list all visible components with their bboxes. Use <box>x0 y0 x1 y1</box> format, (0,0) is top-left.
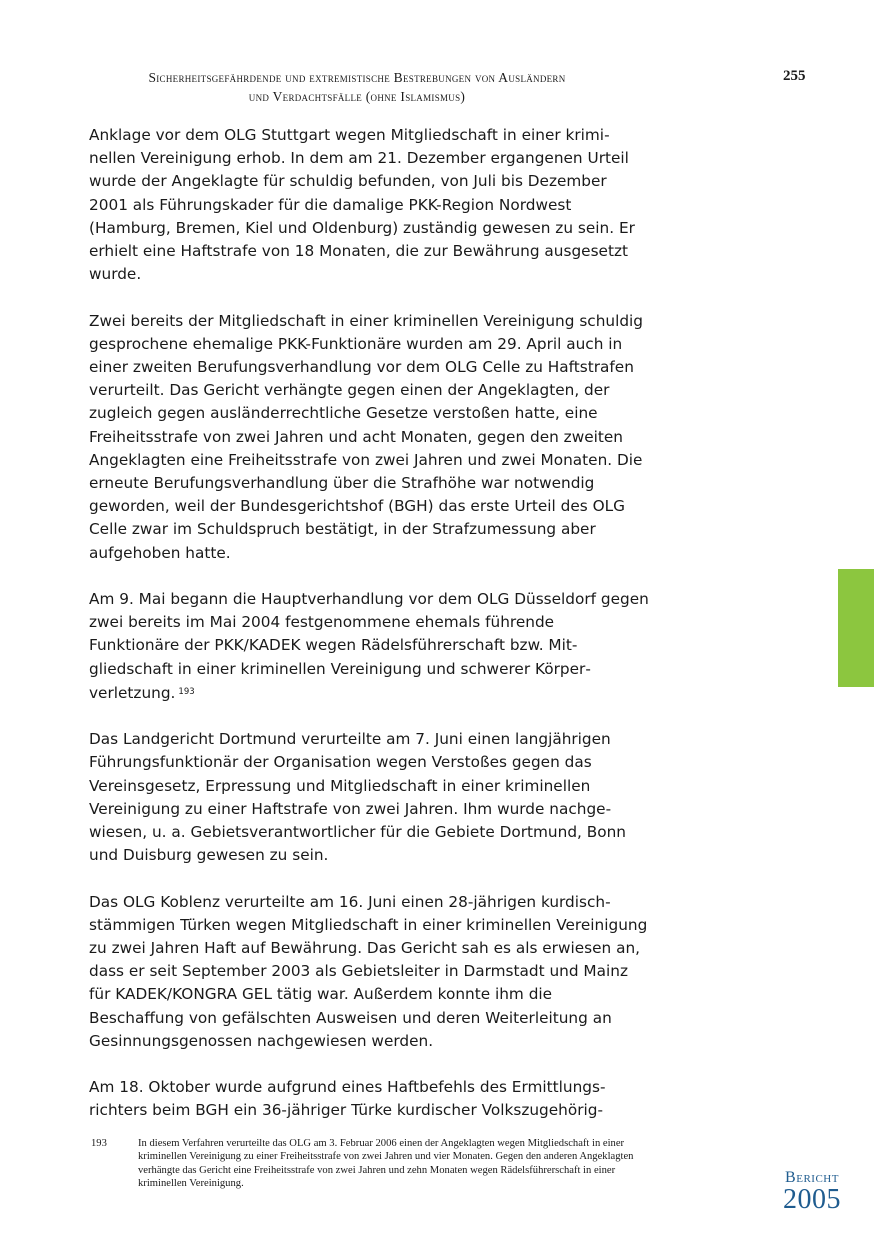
running-header <box>62 68 652 106</box>
paragraph-5: Das OLG Koblenz verurteilte am 16. Juni einen 28-jährigen kurdischstämmigen Türken wegen Mitgliedschaft in einer kriminellen Vereinigung zu zwei Jahren Haft auf Bewährung. Das Gericht sah es als erwiesen an, dass er seit September 2003 als Gebietsleiter in Darmstadt und Mainz für KADEK/KONGRA GEL tätig war. Außerdem konnte ihm die Beschaffung von gefälschten Ausweisen und deren Weiterleitung an Gesinnungsgenossen nachgewiesen werden. <box>89 892 648 1050</box>
footnote-text: In diesem Verfahren verurteilte das OLG am 3. Februar 2006 einen der Angeklagten wegen Mitgliedschaft in einer kriminellen Vereinigung zu einer Freiheitsstrafe von zwei Jahren und vier Monaten. Gegen den anderen Angeklagten verhängte das Gericht eine Freiheitsstrafe von zwei Jahren und zehn Monaten wegen Rädelsführerschaft in einer kriminellen Vereinigung. <box>138 1138 634 1189</box>
report-brand-logo <box>776 1170 848 1214</box>
paragraph-6: Am 18. Oktober wurde aufgrund eines Haftbefehls des Ermittlungsrichters beim BGH ein 36-jähriger Türke kurdischer Volkszugehörig- <box>89 1078 606 1120</box>
brand-year: 2005 <box>783 1184 841 1215</box>
footnote-reference[interactable]: 193 <box>178 686 195 697</box>
footnote-number: 193 <box>91 1138 107 1149</box>
body-text <box>89 124 649 1123</box>
running-header-line-2: und Verdachtsfälle (ohne Islamismus) <box>248 89 466 104</box>
paragraph-1: Anklage vor dem OLG Stuttgart wegen Mitgliedschaft in einer kriminellen Vereinigung erhob. In dem am 21. Dezember ergangenen Urteil wurde der Angeklagte für schuldig befunden, von Juli bis Dezember 2001 als Führungskader für die damalige PKK-Region Nordwest (Hamburg, Bremen, Kiel und Oldenburg) zuständig gewesen zu sein. Er erhielt eine Haftstrafe von 18 Monaten, die zur Bewährung ausgesetzt wurde. <box>89 126 635 284</box>
running-header-line-1: Sicherheitsgefährdende und extremistische Bestrebungen von Ausländern <box>148 70 566 85</box>
paragraph-4: Das Landgericht Dortmund verurteilte am 7. Juni einen langjährigen Führungsfunktionär der Organisation wegen Verstoßes gegen das Vereinsgesetz, Erpressung und Mitgliedschaft in einer kriminellen Vereinigung zu einer Haftstrafe von zwei Jahren. Ihm wurde nachgewiesen, u. a. Gebietsverantwortlicher für die Gebiete Dortmund, Bonn und Duisburg gewesen zu sein. <box>89 730 627 865</box>
paragraph-3-text: Am 9. Mai begann die Hauptverhandlung vor dem OLG Düsseldorf gegen zwei bereits im Mai 2004 festgenommene ehemals führende Funktionäre der PKK/KADEK wegen Rädelsführerschaft bzw. Mitgliedschaft in einer kriminellen Vereinigung und schwerer Körperverletzung. <box>89 590 649 702</box>
paragraph-3 <box>89 588 649 705</box>
footnote <box>91 1137 651 1190</box>
brand-word: Bericht <box>785 1169 839 1186</box>
page-number: 255 <box>783 68 806 84</box>
paragraph-2: Zwei bereits der Mitgliedschaft in einer kriminellen Vereinigung schuldig gesprochene ehemalige PKK-Funktionäre wurden am 29. April auch in einer zweiten Berufungsverhandlung vor dem OLG Celle zu Haftstrafen verurteilt. Das Gericht verhängte gegen einen der Angeklagten, der zugleich gegen ausländerrechtliche Gesetze verstoßen hatte, eine Freiheitsstrafe von zwei Jahren und acht Monaten, gegen den zweiten Angeklagten eine Freiheitsstrafe von zwei Jahren und zwei Monaten. Die erneute Berufungsverhandlung über die Strafhöhe war notwendig geworden, weil der Bundesgerichtshof (BGH) das erste Urteil des OLG Celle zwar im Schuldspruch bestätigt, in der Strafzumessung aber aufgehoben hatte. <box>89 311 644 562</box>
chapter-tab-marker <box>838 569 874 687</box>
